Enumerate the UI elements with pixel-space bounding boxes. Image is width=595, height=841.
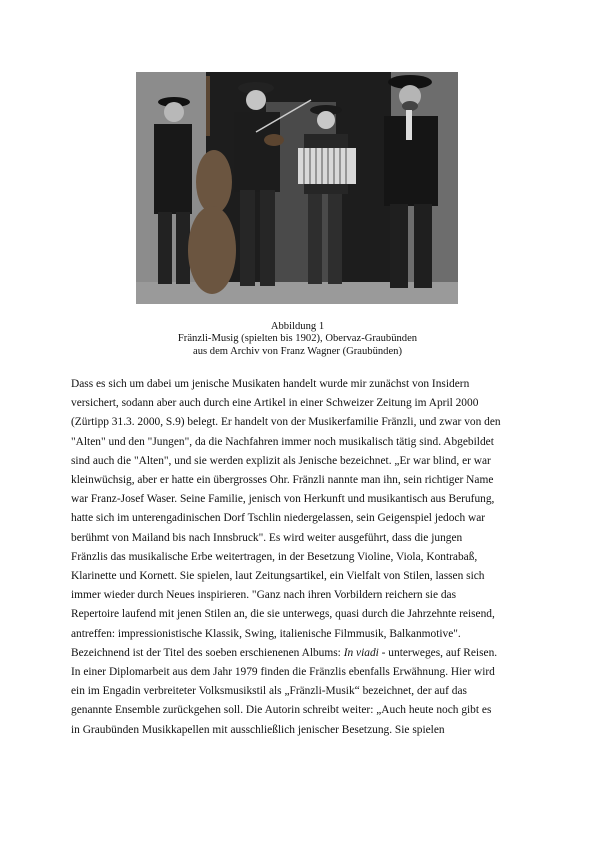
body-paragraph <box>71 375 541 740</box>
caption-line: aus dem Archiv von Franz Wagner (Graubünden) <box>193 345 402 357</box>
text-line: kleinwüchsig, aber er hatte ein übergrosses Ohr. Fränzli nannte man ihn, sein richtiger Name <box>71 474 494 487</box>
text-segment: - unterweges, auf Reisen. <box>378 646 498 659</box>
text-line: In einer Diplomarbeit aus dem Jahr 1979 finden die Fränzlis ebenfalls Erwähnung. Hier wird <box>71 666 495 679</box>
text-line: ein im Engadin verbreiteter Volksmusikstil als „Fränzli-Musik“ bezeichnet, der auf das <box>71 685 467 698</box>
text-line: berühmt von Mailand bis nach Innsbruck". Es wird weiter ausgeführt, dass die jungen <box>71 531 463 544</box>
caption-line: Fränzli-Musig (spielten bis 1902), Obervaz-Graubünden <box>177 333 418 345</box>
text-line: war Franz-Josef Waser. Seine Familie, jenisch von Herkunft und musikantisch aus Berufung, <box>71 493 495 506</box>
caption-title: Abbildung 1 <box>270 321 325 332</box>
text-line: antreffen: impressionistische Klassik, Swing, italienische Filmmusik, Balkanmotive". <box>71 627 461 640</box>
text-line: "Alten" und den "Jungen", da die Nachfahren immer noch musikalisch tätig sind. Abgebildet <box>71 435 494 448</box>
text-line: Klarinette und Kornett. Sie spielen, laut Zeitungsartikel, ein Vielfalt von Stilen, lassen sich <box>71 570 485 583</box>
text-line: genannte Ensemble zurückgehen soll. Die Autorin schreibt weiter: „Auch heute noch gibt es <box>71 704 492 717</box>
text-segment: Bezeichnend ist der Titel des soeben erschienenen Albums: <box>71 646 344 659</box>
text-line: immer wieder durch Neues inspirieren. "Ganz nach ihren Vorbildern reichern sie das <box>71 589 457 602</box>
text-line-album-title <box>71 644 541 663</box>
text-line: sind auch die "Alten", und sie werden explizit als Jenische bezeichnet. „Er war blind, er war <box>71 454 491 467</box>
album-title: In viadi <box>343 646 379 659</box>
historical-photograph <box>136 72 458 304</box>
text-line: versichert, sodann aber auch durch eine Artikel in einer Schweizer Zeitung im April 2000 <box>71 397 479 410</box>
text-line: Dass es sich um dabei um jenische Musikaten handelt wurde mir zunächst von Insidern <box>71 378 470 390</box>
text-line: Repertoire laufend mit jenen Stilen an, die sie unterwegs, quasi durch die Jahrzehnte reisend, <box>71 608 495 621</box>
text-line: hatte sich im unterengadinischen Dorf Tschlin niedergelassen, sein Geigenspiel jedoch war <box>71 512 486 525</box>
text-line: Fränzlis das musikalische Erbe weitertragen, in der Besetzung Violine, Viola, Kontrabaß, <box>71 550 478 563</box>
text-line: (Zürtipp 31.3. 2000, S.9) belegt. Er handelt von der Musikerfamilie Fränzli, und zwar von den <box>71 416 501 429</box>
text-line: in Graubünden Musikkapellen mit ausschließlich jenischer Besetzung. Sie spielen <box>71 723 445 736</box>
figure-caption <box>0 321 595 358</box>
